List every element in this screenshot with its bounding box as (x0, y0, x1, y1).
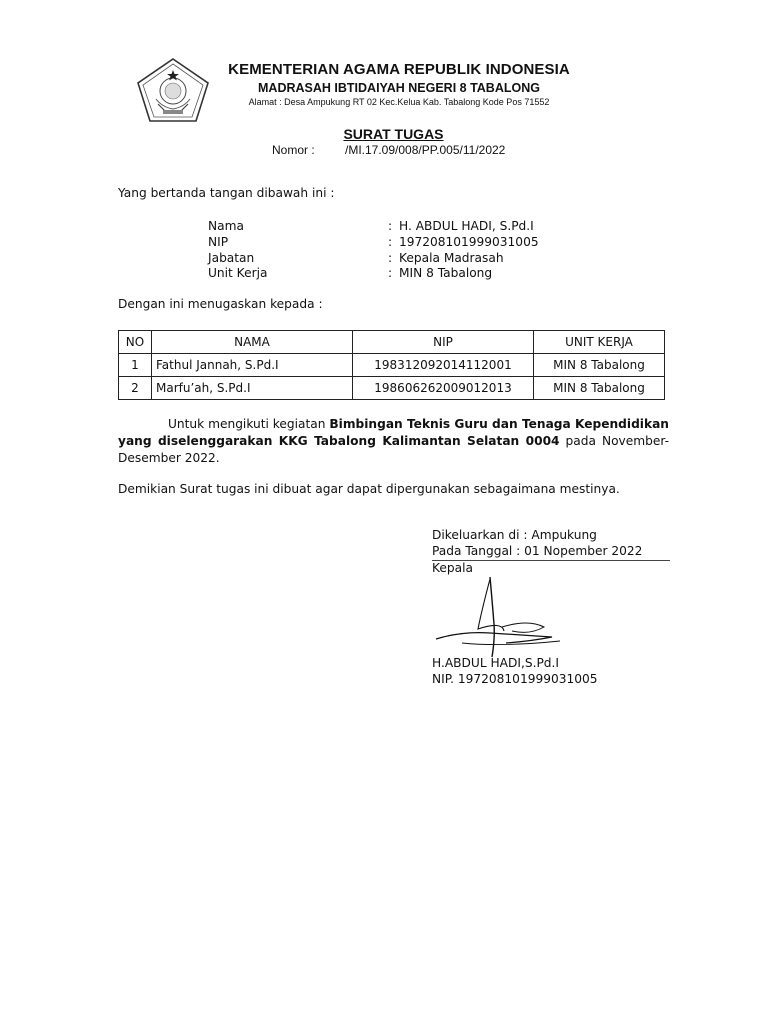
issued-date: Pada Tanggal : 01 Nopember 2022 (432, 544, 643, 558)
signatory-value: H. ABDUL HADI, S.Pd.I (399, 219, 534, 233)
closing-text: Demikian Surat tugas ini dibuat agar dapat dipergunakan sebagaimana mestinya. (118, 482, 620, 496)
nomor-label: Nomor : (272, 143, 315, 157)
issued-place: Dikeluarkan di : Ampukung (432, 528, 597, 542)
col-header: UNIT KERJA (534, 331, 665, 354)
paragraph-tail: pada November-Desember 2022. (118, 434, 669, 465)
col-header: NIP (353, 331, 534, 354)
cell-unit: MIN 8 Tabalong (534, 377, 665, 400)
signatory-label: Jabatan (208, 251, 255, 265)
school-address: Alamat : Desa Ampukung RT 02 Kec.Kelua Kab. Tabalong Kode Pos 71552 (248, 97, 550, 107)
signatory-label: Nama (208, 219, 244, 233)
activity-name: Bimbingan Teknis Guru dan Tenaga Kependidikan yang diselenggarakan KKG Tabalong Kalimantan Selatan 0004 (118, 417, 669, 448)
ministry-name: KEMENTERIAN AGAMA REPUBLIK INDONESIA (228, 61, 570, 78)
assign-intro: Dengan ini menugaskan kepada : (118, 297, 323, 311)
paragraph-lead: Untuk mengikuti kegiatan (168, 417, 330, 431)
col-header: NAMA (152, 331, 353, 354)
cell-no: 2 (119, 377, 152, 400)
letter-page: KEMENTERIAN AGAMA REPUBLIK INDONESIA MADRASAH IBTIDAIYAH NEGERI 8 TABALONG Alamat : Desa Ampukung RT 02 Kec.Kelua Kab. Tabalong Kode Pos 71552 SURAT TUGAS Nomor : /MI.17.09/008/PP.005/11/2022 Yang bertanda tangan dibawah ini : Nama : H. ABDUL HADI, S.Pd.I NIP : 197208101999031005 Jabatan : Kepala Madrasah Unit Kerja : MIN 8 Tabalong Dengan ini menugaskan kepada : NO NAMA NIP UNIT KERJA 1 Fathul Jannah, S.Pd.I 198312092014112001 MIN 8 Tabalong 2 Marfu’ah, S.Pd.I 198606262009012013 MIN 8 Tabalong Untuk mengikuti kegiatan Bimbingan Teknis Guru dan Tenaga Kependidikan yang diselenggarakan KKG Tabalong Kalimantan Selatan 0004 pada November-Desember 2022. Demikian Surat tugas ini dibuat agar dapat dipergunakan sebagaimana mestinya. Dikeluarkan di : Ampukung Pada Tanggal : 01 Nopember 2022 Kepala H.ABDUL HADI,S.Pd.I NIP. 197208101999031005 (0, 0, 768, 1024)
signatory-label: NIP (208, 235, 229, 249)
signatory-position: Kepala (432, 561, 473, 575)
table-row (119, 354, 665, 377)
nomor-value: /MI.17.09/008/PP.005/11/2022 (345, 143, 506, 157)
cell-nama: Marfu’ah, S.Pd.I (152, 377, 353, 400)
signatory-value: MIN 8 Tabalong (399, 266, 493, 280)
cell-nip: 198606262009012013 (353, 377, 534, 400)
cell-nip: 198312092014112001 (353, 354, 534, 377)
signatory-name: H.ABDUL HADI,S.Pd.I (432, 656, 560, 670)
signatory-label: Unit Kerja (208, 266, 268, 280)
document-number (272, 143, 506, 157)
signatory-value: Kepala Madrasah (399, 251, 504, 265)
cell-unit: MIN 8 Tabalong (534, 354, 665, 377)
document-title: SURAT TUGAS (343, 126, 444, 142)
signatory-nip: NIP. 197208101999031005 (432, 672, 598, 686)
staff-table (118, 330, 665, 400)
intro-text: Yang bertanda tangan dibawah ini : (118, 186, 335, 200)
assignment-paragraph (118, 416, 669, 467)
col-header: NO (119, 331, 152, 354)
cell-no: 1 (119, 354, 152, 377)
table-header-row (119, 331, 665, 354)
school-name: MADRASAH IBTIDAIYAH NEGERI 8 TABALONG (258, 81, 540, 95)
handwritten-signature-icon (432, 569, 567, 665)
signatory-value: 197208101999031005 (399, 235, 539, 249)
cell-nama: Fathul Jannah, S.Pd.I (152, 354, 353, 377)
table-row (119, 377, 665, 400)
